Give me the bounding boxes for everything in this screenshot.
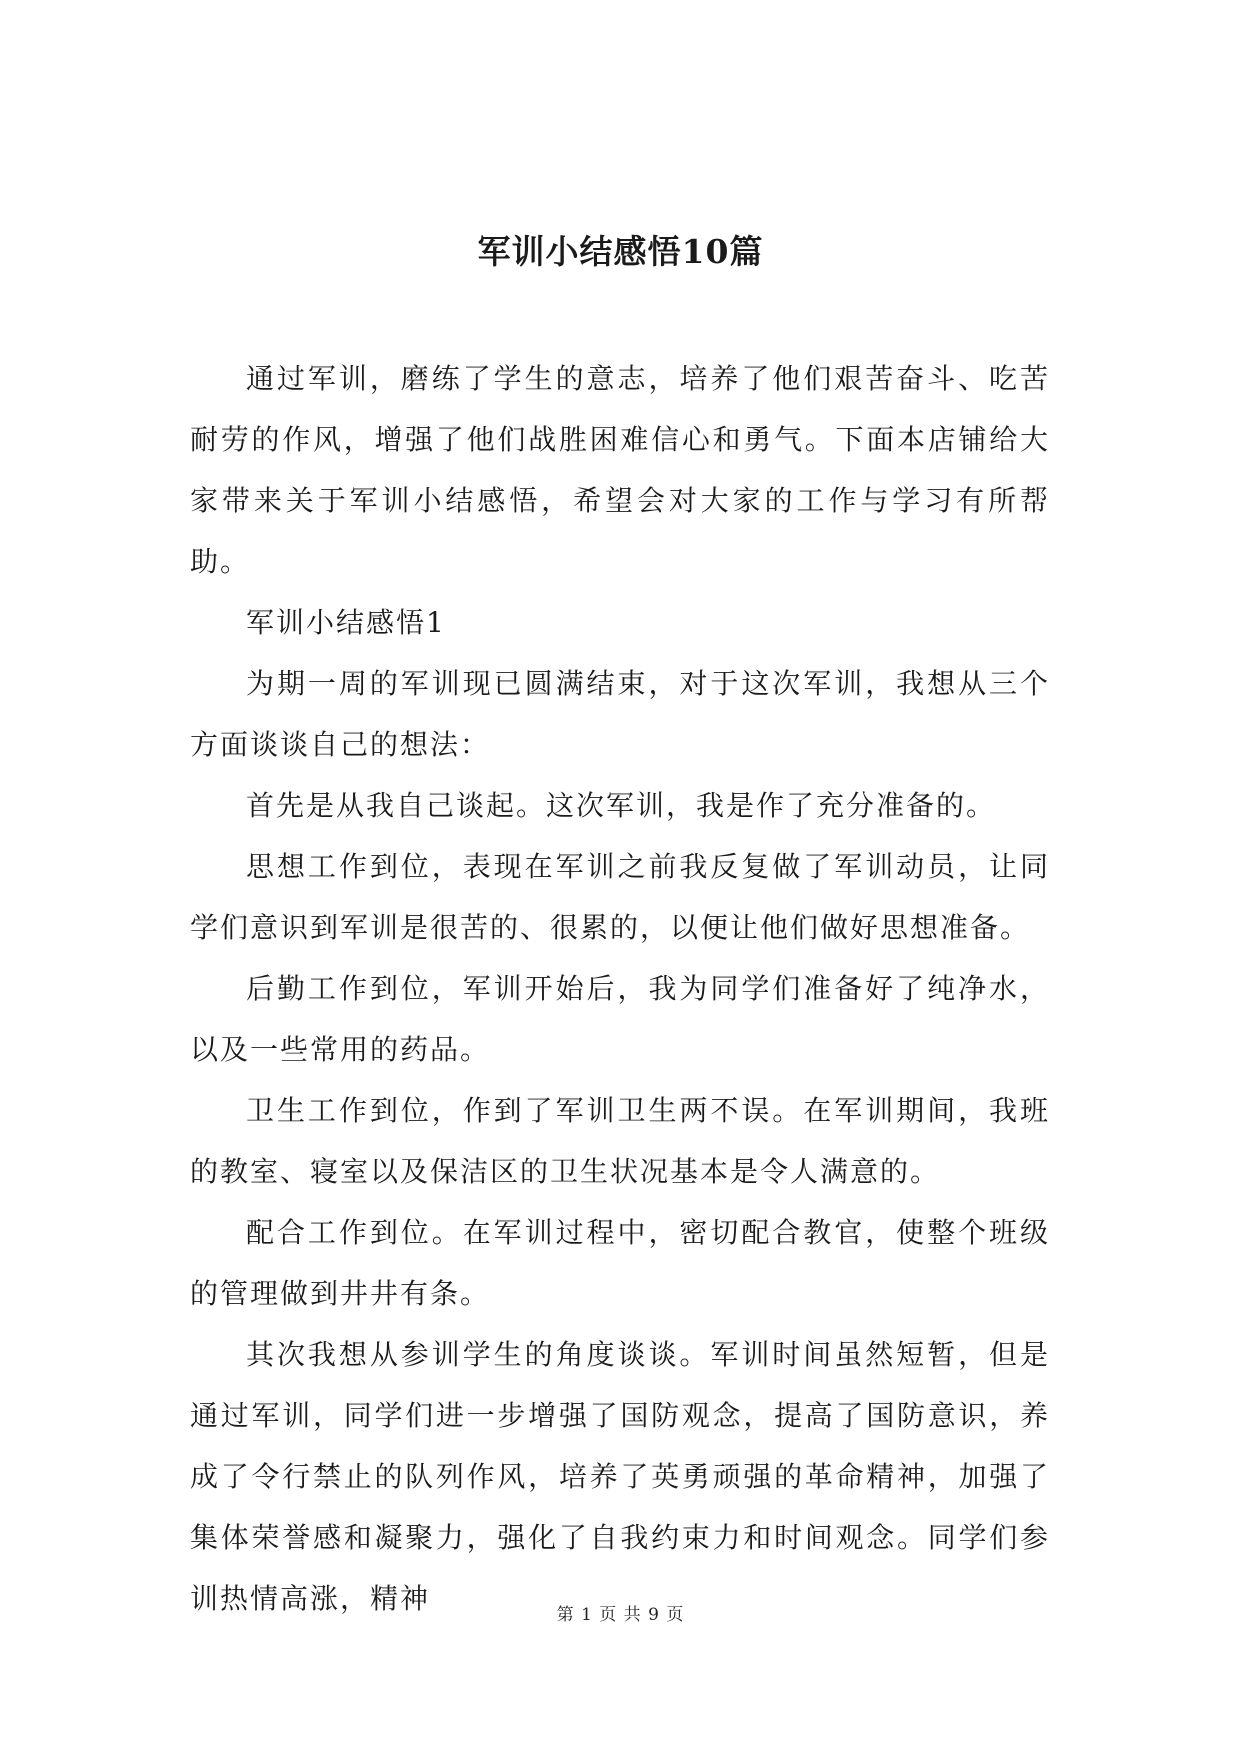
document-title: 军训小结感悟10篇 — [477, 232, 764, 271]
page-footer: 第 1 页 共 9 页 — [556, 1605, 685, 1625]
paragraph: 配合工作到位。在军训过程中，密切配合教官，使整个班级的管理做到井井有条。 — [190, 1216, 1050, 1310]
paragraph-intro: 通过军训，磨练了学生的意志，培养了他们艰苦奋斗、吃苦耐劳的作风，增强了他们战胜困难信心和勇气。下面本店铺给大家带来关于军训小结感悟，希望会对大家的工作与学习有所帮助。 — [190, 362, 1050, 578]
paragraph: 其次我想从参训学生的角度谈谈。军训时间虽然短暂，但是通过军训，同学们进一步增强了国防观念，提高了国防意识，养成了令行禁止的队列作风，培养了英勇顽强的革命精神，加强了集体荣誉感和凝聚力，强化了自我约束力和时间观念。同学们参训热情高涨，精神 — [190, 1338, 1050, 1615]
paragraph: 后勤工作到位，军训开始后，我为同学们准备好了纯净水，以及一些常用的药品。 — [190, 972, 1050, 1066]
section-heading: 军训小结感悟1 — [246, 606, 446, 639]
paragraph: 为期一周的军训现已圆满结束，对于这次军训，我想从三个方面谈谈自己的想法： — [190, 667, 1050, 761]
paragraph: 卫生工作到位，作到了军训卫生两不误。在军训期间，我班的教室、寝室以及保洁区的卫生状况基本是令人满意的。 — [190, 1094, 1050, 1188]
paragraph: 首先是从我自己谈起。这次军训，我是作了充分准备的。 — [246, 789, 997, 822]
paragraph: 思想工作到位，表现在军训之前我反复做了军训动员，让同学们意识到军训是很苦的、很累的，以便让他们做好思想准备。 — [190, 850, 1050, 944]
document-body — [190, 348, 1050, 1629]
